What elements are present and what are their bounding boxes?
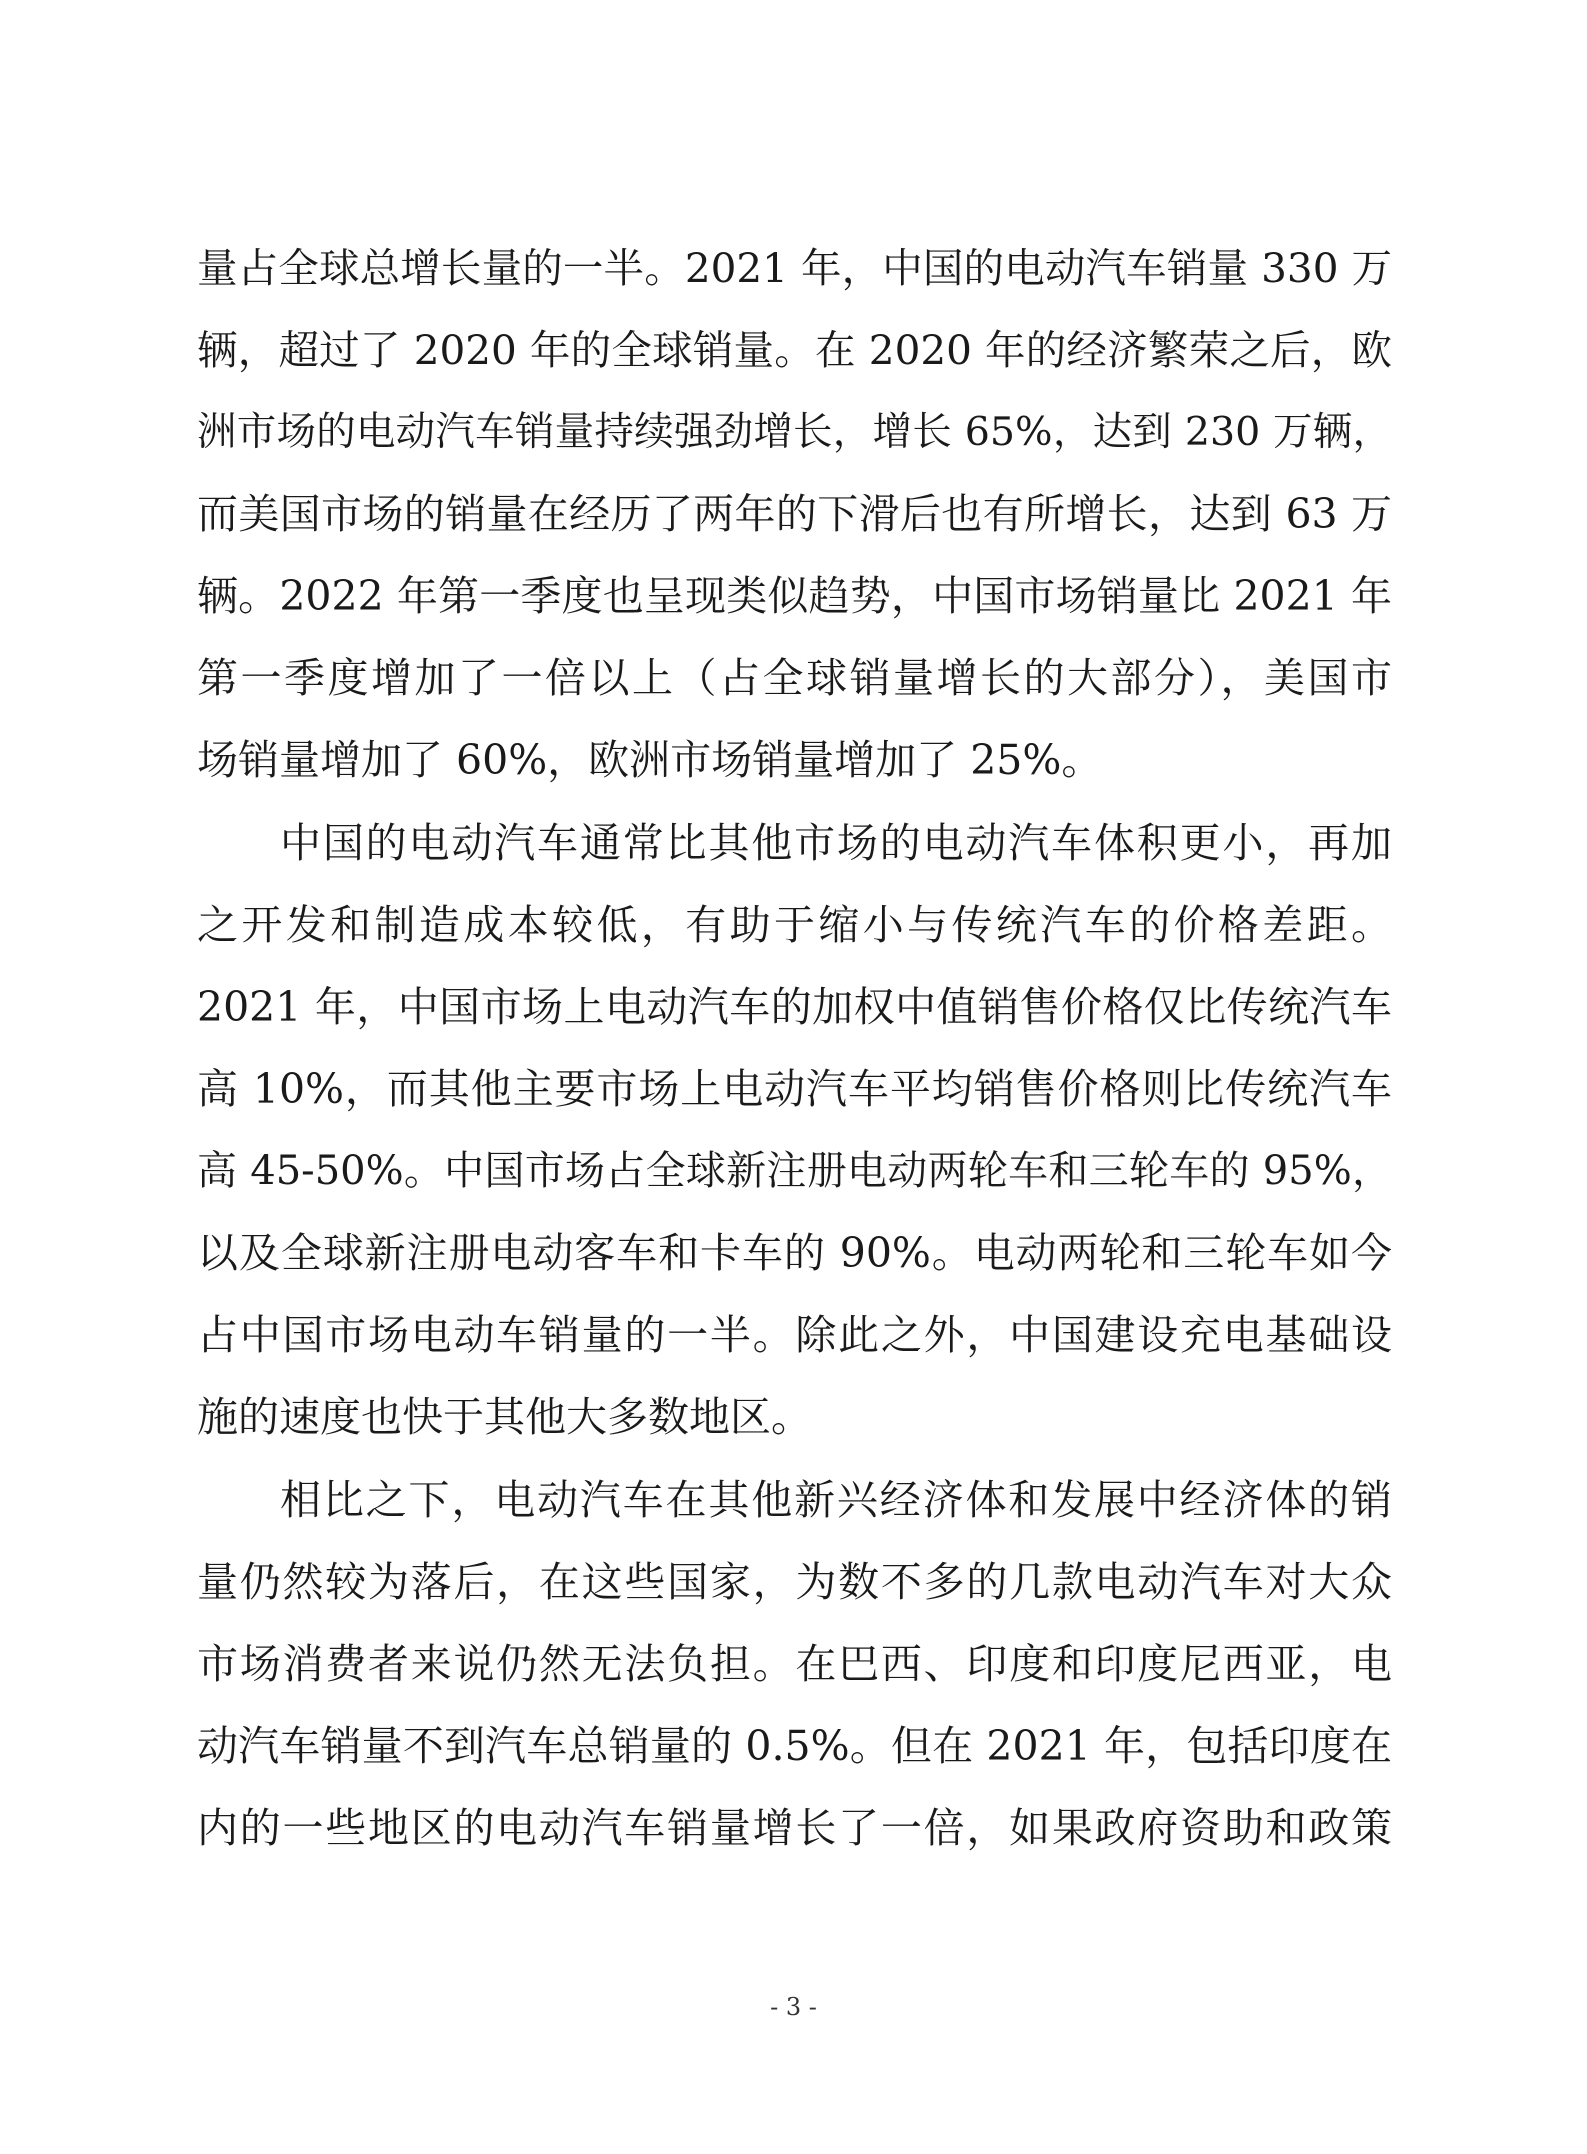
paragraph-2-line-7: 占中国市场电动车销量的一半。除此之外，中国建设充电基础设 bbox=[197, 1311, 1392, 1359]
paragraph-1-line-1: 量占全球总增长量的一半。2021 年，中国的电动汽车销量 330 万 bbox=[197, 244, 1392, 292]
paragraph-3-line-3: 市场消费者来说仍然无法负担。在巴西、印度和印度尼西亚，电 bbox=[197, 1640, 1392, 1688]
paragraph-1-line-6: 第一季度增加了一倍以上（占全球销量增长的大部分），美国市 bbox=[197, 654, 1392, 702]
paragraph-2-line-8: 施的速度也快于其他大多数地区。 bbox=[197, 1393, 812, 1441]
paragraph-1-line-7: 场销量增加了 60%，欧洲市场销量增加了 25%。 bbox=[197, 736, 1103, 784]
paragraph-2-line-1: 中国的电动汽车通常比其他市场的电动汽车体积更小，再加 bbox=[280, 819, 1392, 867]
paragraph-2-line-4: 高 10%，而其他主要市场上电动汽车平均销售价格则比传统汽车 bbox=[197, 1065, 1392, 1113]
paragraph-3-line-5: 内的一些地区的电动汽车销量增长了一倍，如果政府资助和政策 bbox=[197, 1804, 1392, 1852]
paragraph-1-line-3: 洲市场的电动汽车销量持续强劲增长，增长 65%，达到 230 万辆， bbox=[197, 409, 1392, 455]
paragraph-1-line-5: 辆。2022 年第一季度也呈现类似趋势，中国市场销量比 2021 年 bbox=[197, 572, 1392, 620]
paragraph-2-line-2: 之开发和制造成本较低，有助于缩小与传统汽车的价格差距。 bbox=[197, 901, 1392, 949]
paragraph-1-line-2: 辆，超过了 2020 年的全球销量。在 2020 年的经济繁荣之后，欧 bbox=[197, 326, 1392, 374]
paragraph-2-line-3: 2021 年，中国市场上电动汽车的加权中值销售价格仅比传统汽车 bbox=[197, 983, 1392, 1031]
paragraph-2-line-5: 高 45-50%。中国市场占全球新注册电动两轮车和三轮车的 95%， bbox=[197, 1148, 1392, 1194]
paragraph-3-line-4: 动汽车销量不到汽车总销量的 0.5%。但在 2021 年，包括印度在 bbox=[197, 1722, 1392, 1770]
page-number: - 3 - bbox=[770, 1993, 817, 2021]
paragraph-3-line-1: 相比之下，电动汽车在其他新兴经济体和发展中经济体的销 bbox=[280, 1476, 1392, 1524]
paragraph-2-line-6: 以及全球新注册电动客车和卡车的 90%。电动两轮和三轮车如今 bbox=[197, 1229, 1392, 1277]
paragraph-1-line-4: 而美国市场的销量在经历了两年的下滑后也有所增长，达到 63 万 bbox=[197, 490, 1392, 538]
paragraph-3-line-2: 量仍然较为落后，在这些国家，为数不多的几款电动汽车对大众 bbox=[197, 1558, 1392, 1606]
